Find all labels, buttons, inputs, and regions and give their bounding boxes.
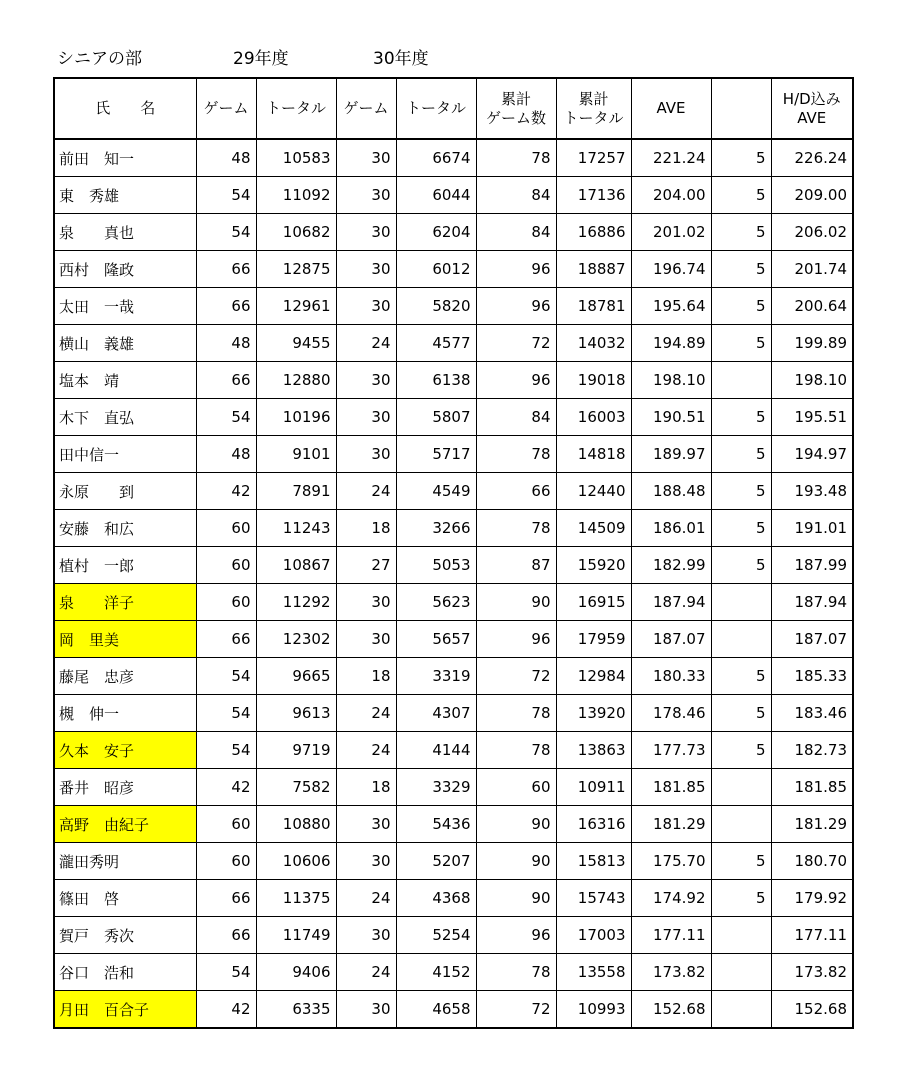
cum-games-cell: 90 [476,584,556,621]
games-30-cell: 24 [336,880,396,917]
cum-total-cell: 16003 [556,399,631,436]
handicap-cell: 5 [711,139,771,177]
cum-games-cell: 96 [476,621,556,658]
total-29-cell: 11292 [256,584,336,621]
player-name-cell: 西村 隆政 [54,251,196,288]
cum-games-cell: 78 [476,139,556,177]
total-29-cell: 10682 [256,214,336,251]
games-30-cell: 30 [336,917,396,954]
games-29-cell: 48 [196,139,256,177]
table-row [54,732,853,769]
hd-average-cell: 187.99 [771,547,853,584]
player-name-cell: 久本 安子 [54,732,196,769]
hd-average-cell: 185.33 [771,658,853,695]
player-name-cell: 番井 昭彦 [54,769,196,806]
games-29-cell: 54 [196,954,256,991]
cum-games-cell: 84 [476,399,556,436]
average-cell: 186.01 [631,510,711,547]
hd-average-cell: 177.11 [771,917,853,954]
cum-total-cell: 17136 [556,177,631,214]
average-cell: 195.64 [631,288,711,325]
games-30-cell: 30 [336,362,396,399]
average-cell: 196.74 [631,251,711,288]
year-29-label: 29年度 [233,49,289,69]
player-name-cell: 藤尾 忠彦 [54,658,196,695]
total-29-cell: 9455 [256,325,336,362]
player-name-cell: 泉 洋子 [54,584,196,621]
games-29-cell: 48 [196,325,256,362]
handicap-cell: 5 [711,843,771,880]
col-header-hd-ave [771,78,853,139]
total-29-cell: 6335 [256,991,336,1029]
cum-total-cell: 13920 [556,695,631,732]
player-name-cell: 賀戸 秀次 [54,917,196,954]
handicap-cell: 5 [711,658,771,695]
average-cell: 152.68 [631,991,711,1029]
total-30-cell: 5207 [396,843,476,880]
handicap-cell: 5 [711,510,771,547]
games-30-cell: 30 [336,399,396,436]
table-row [54,695,853,732]
games-29-cell: 42 [196,991,256,1029]
hd-average-cell: 182.73 [771,732,853,769]
average-cell: 190.51 [631,399,711,436]
games-29-cell: 54 [196,658,256,695]
games-30-cell: 24 [336,473,396,510]
average-cell: 187.94 [631,584,711,621]
games-30-cell: 18 [336,510,396,547]
hd-average-cell: 201.74 [771,251,853,288]
hd-average-cell: 181.29 [771,806,853,843]
games-29-cell: 60 [196,843,256,880]
total-30-cell: 4307 [396,695,476,732]
games-30-cell: 30 [336,436,396,473]
cum-total-cell: 15813 [556,843,631,880]
hd-average-cell: 198.10 [771,362,853,399]
score-table [53,77,854,1029]
games-30-cell: 18 [336,658,396,695]
games-30-cell: 30 [336,251,396,288]
total-30-cell: 6044 [396,177,476,214]
player-name-cell: 高野 由紀子 [54,806,196,843]
table-row [54,362,853,399]
hd-average-cell: 152.68 [771,991,853,1029]
total-29-cell: 10196 [256,399,336,436]
cum-games-cell: 90 [476,880,556,917]
total-30-cell: 4144 [396,732,476,769]
table-header-row [54,78,853,139]
hd-average-cell: 195.51 [771,399,853,436]
col-header-total-30: トータル [396,78,476,139]
table-row [54,139,853,177]
games-29-cell: 60 [196,547,256,584]
col-header-cum-total-line1: 累計 [578,89,609,108]
cum-total-cell: 17257 [556,139,631,177]
total-29-cell: 11092 [256,177,336,214]
cum-total-cell: 19018 [556,362,631,399]
player-name-cell: 永原 到 [54,473,196,510]
col-header-cum-total [556,78,631,139]
average-cell: 201.02 [631,214,711,251]
cum-games-cell: 84 [476,177,556,214]
cum-total-cell: 10911 [556,769,631,806]
col-header-cum-games-line1: 累計 [500,89,531,108]
handicap-cell [711,769,771,806]
table-row [54,510,853,547]
games-29-cell: 66 [196,880,256,917]
games-29-cell: 66 [196,917,256,954]
year-30-label: 30年度 [373,49,429,69]
hd-average-cell: 191.01 [771,510,853,547]
player-name-cell: 田中信一 [54,436,196,473]
player-name-cell: 植村 一郎 [54,547,196,584]
table-row [54,621,853,658]
average-cell: 173.82 [631,954,711,991]
games-29-cell: 54 [196,177,256,214]
col-header-cum-games [476,78,556,139]
handicap-cell: 5 [711,880,771,917]
total-30-cell: 5436 [396,806,476,843]
total-29-cell: 9101 [256,436,336,473]
cum-games-cell: 78 [476,954,556,991]
table-row [54,843,853,880]
table-row [54,769,853,806]
cum-games-cell: 96 [476,251,556,288]
cum-games-cell: 96 [476,362,556,399]
total-30-cell: 6204 [396,214,476,251]
games-30-cell: 30 [336,139,396,177]
games-30-cell: 24 [336,325,396,362]
cum-total-cell: 16915 [556,584,631,621]
col-header-total-29: トータル [256,78,336,139]
handicap-cell: 5 [711,732,771,769]
average-cell: 189.97 [631,436,711,473]
col-header-hd-ave-line2: AVE [797,108,827,127]
col-header-cum-total-line2: トータル [563,108,624,127]
table-row [54,547,853,584]
hd-average-cell: 209.00 [771,177,853,214]
games-29-cell: 54 [196,214,256,251]
total-29-cell: 7582 [256,769,336,806]
total-29-cell: 10867 [256,547,336,584]
table-row [54,917,853,954]
hd-average-cell: 200.64 [771,288,853,325]
col-header-games-29: ゲーム [196,78,256,139]
handicap-cell [711,954,771,991]
player-name-cell: 東 秀雄 [54,177,196,214]
table-row [54,658,853,695]
handicap-cell [711,362,771,399]
col-header-name: 氏 名 [54,78,196,139]
games-30-cell: 30 [336,288,396,325]
cum-games-cell: 72 [476,658,556,695]
table-row [54,251,853,288]
total-30-cell: 4368 [396,880,476,917]
cum-total-cell: 15920 [556,547,631,584]
total-29-cell: 11749 [256,917,336,954]
total-30-cell: 4152 [396,954,476,991]
cum-games-cell: 90 [476,843,556,880]
handicap-cell: 5 [711,436,771,473]
player-name-cell: 槻 伸一 [54,695,196,732]
games-30-cell: 27 [336,547,396,584]
games-29-cell: 66 [196,621,256,658]
games-29-cell: 60 [196,510,256,547]
games-30-cell: 30 [336,621,396,658]
cum-games-cell: 84 [476,214,556,251]
player-name-cell: 月田 百合子 [54,991,196,1029]
total-29-cell: 10606 [256,843,336,880]
hd-average-cell: 181.85 [771,769,853,806]
table-row [54,214,853,251]
games-30-cell: 24 [336,954,396,991]
handicap-cell [711,991,771,1029]
games-29-cell: 48 [196,436,256,473]
cum-games-cell: 78 [476,732,556,769]
average-cell: 174.92 [631,880,711,917]
handicap-cell: 5 [711,288,771,325]
table-row [54,325,853,362]
games-29-cell: 42 [196,769,256,806]
cum-total-cell: 16316 [556,806,631,843]
hd-average-cell: 199.89 [771,325,853,362]
average-cell: 188.48 [631,473,711,510]
games-29-cell: 54 [196,732,256,769]
total-29-cell: 9719 [256,732,336,769]
total-29-cell: 10583 [256,139,336,177]
games-30-cell: 30 [336,843,396,880]
average-cell: 182.99 [631,547,711,584]
total-30-cell: 5807 [396,399,476,436]
hd-average-cell: 194.97 [771,436,853,473]
cum-total-cell: 12984 [556,658,631,695]
cum-games-cell: 87 [476,547,556,584]
cum-games-cell: 78 [476,695,556,732]
total-30-cell: 5053 [396,547,476,584]
player-name-cell: 谷口 浩和 [54,954,196,991]
total-30-cell: 5254 [396,917,476,954]
hd-average-cell: 179.92 [771,880,853,917]
cum-total-cell: 13863 [556,732,631,769]
total-30-cell: 6674 [396,139,476,177]
average-cell: 181.29 [631,806,711,843]
player-name-cell: 泉 真也 [54,214,196,251]
cum-games-cell: 66 [476,473,556,510]
average-cell: 204.00 [631,177,711,214]
total-29-cell: 12880 [256,362,336,399]
average-cell: 175.70 [631,843,711,880]
average-cell: 178.46 [631,695,711,732]
games-29-cell: 60 [196,806,256,843]
handicap-cell [711,806,771,843]
cum-games-cell: 72 [476,325,556,362]
total-29-cell: 9665 [256,658,336,695]
games-29-cell: 66 [196,362,256,399]
cum-total-cell: 12440 [556,473,631,510]
average-cell: 221.24 [631,139,711,177]
hd-average-cell: 173.82 [771,954,853,991]
total-30-cell: 5657 [396,621,476,658]
average-cell: 177.11 [631,917,711,954]
total-29-cell: 12302 [256,621,336,658]
cum-total-cell: 14509 [556,510,631,547]
cum-games-cell: 78 [476,436,556,473]
total-29-cell: 9406 [256,954,336,991]
player-name-cell: 横山 義雄 [54,325,196,362]
cum-total-cell: 14818 [556,436,631,473]
table-row [54,436,853,473]
hd-average-cell: 187.94 [771,584,853,621]
games-29-cell: 54 [196,695,256,732]
cum-total-cell: 14032 [556,325,631,362]
cum-total-cell: 17959 [556,621,631,658]
cum-games-cell: 96 [476,288,556,325]
player-name-cell: 岡 里美 [54,621,196,658]
handicap-cell: 5 [711,399,771,436]
total-29-cell: 10880 [256,806,336,843]
cum-games-cell: 90 [476,806,556,843]
table-row [54,473,853,510]
player-name-cell: 前田 知一 [54,139,196,177]
hd-average-cell: 226.24 [771,139,853,177]
handicap-cell [711,584,771,621]
player-name-cell: 太田 一哉 [54,288,196,325]
cum-games-cell: 72 [476,991,556,1029]
col-header-cum-games-line2: ゲーム数 [485,108,546,127]
total-30-cell: 4658 [396,991,476,1029]
player-name-cell: 木下 直弘 [54,399,196,436]
games-30-cell: 24 [336,695,396,732]
handicap-cell: 5 [711,695,771,732]
total-30-cell: 4549 [396,473,476,510]
table-row [54,288,853,325]
player-name-cell: 塩本 靖 [54,362,196,399]
total-29-cell: 12875 [256,251,336,288]
games-30-cell: 18 [336,769,396,806]
games-30-cell: 30 [336,214,396,251]
handicap-cell: 5 [711,325,771,362]
games-30-cell: 30 [336,806,396,843]
games-30-cell: 30 [336,177,396,214]
total-30-cell: 4577 [396,325,476,362]
handicap-cell: 5 [711,473,771,510]
total-29-cell: 12961 [256,288,336,325]
total-30-cell: 5717 [396,436,476,473]
hd-average-cell: 180.70 [771,843,853,880]
table-row [54,399,853,436]
hd-average-cell: 187.07 [771,621,853,658]
cum-total-cell: 18781 [556,288,631,325]
handicap-cell [711,621,771,658]
average-cell: 181.85 [631,769,711,806]
player-name-cell: 篠田 啓 [54,880,196,917]
cum-games-cell: 60 [476,769,556,806]
handicap-cell: 5 [711,214,771,251]
average-cell: 180.33 [631,658,711,695]
handicap-cell [711,917,771,954]
table-row [54,991,853,1029]
table-row [54,806,853,843]
col-header-handicap [711,78,771,139]
hd-average-cell: 183.46 [771,695,853,732]
hd-average-cell: 206.02 [771,214,853,251]
cum-total-cell: 15743 [556,880,631,917]
total-29-cell: 11243 [256,510,336,547]
table-row [54,880,853,917]
games-29-cell: 66 [196,251,256,288]
col-header-ave: AVE [631,78,711,139]
total-29-cell: 11375 [256,880,336,917]
average-cell: 194.89 [631,325,711,362]
games-29-cell: 66 [196,288,256,325]
player-name-cell: 瀧田秀明 [54,843,196,880]
total-30-cell: 5820 [396,288,476,325]
games-30-cell: 24 [336,732,396,769]
total-30-cell: 6012 [396,251,476,288]
cum-total-cell: 10993 [556,991,631,1029]
hd-average-cell: 193.48 [771,473,853,510]
total-30-cell: 6138 [396,362,476,399]
total-29-cell: 9613 [256,695,336,732]
table-row [54,584,853,621]
handicap-cell: 5 [711,251,771,288]
average-cell: 187.07 [631,621,711,658]
average-cell: 177.73 [631,732,711,769]
cum-total-cell: 13558 [556,954,631,991]
table-row [54,954,853,991]
player-name-cell: 安藤 和広 [54,510,196,547]
total-30-cell: 3319 [396,658,476,695]
games-29-cell: 42 [196,473,256,510]
cum-total-cell: 17003 [556,917,631,954]
total-30-cell: 3329 [396,769,476,806]
cum-games-cell: 96 [476,917,556,954]
cum-games-cell: 78 [476,510,556,547]
total-29-cell: 7891 [256,473,336,510]
page-title: シニアの部 [57,49,142,69]
games-30-cell: 30 [336,584,396,621]
games-29-cell: 60 [196,584,256,621]
col-header-hd-ave-line1: H/D込み [782,89,841,108]
cum-total-cell: 16886 [556,214,631,251]
handicap-cell: 5 [711,177,771,214]
total-30-cell: 3266 [396,510,476,547]
games-30-cell: 30 [336,991,396,1029]
col-header-games-30: ゲーム [336,78,396,139]
table-row [54,177,853,214]
handicap-cell: 5 [711,547,771,584]
cum-total-cell: 18887 [556,251,631,288]
average-cell: 198.10 [631,362,711,399]
games-29-cell: 54 [196,399,256,436]
total-30-cell: 5623 [396,584,476,621]
